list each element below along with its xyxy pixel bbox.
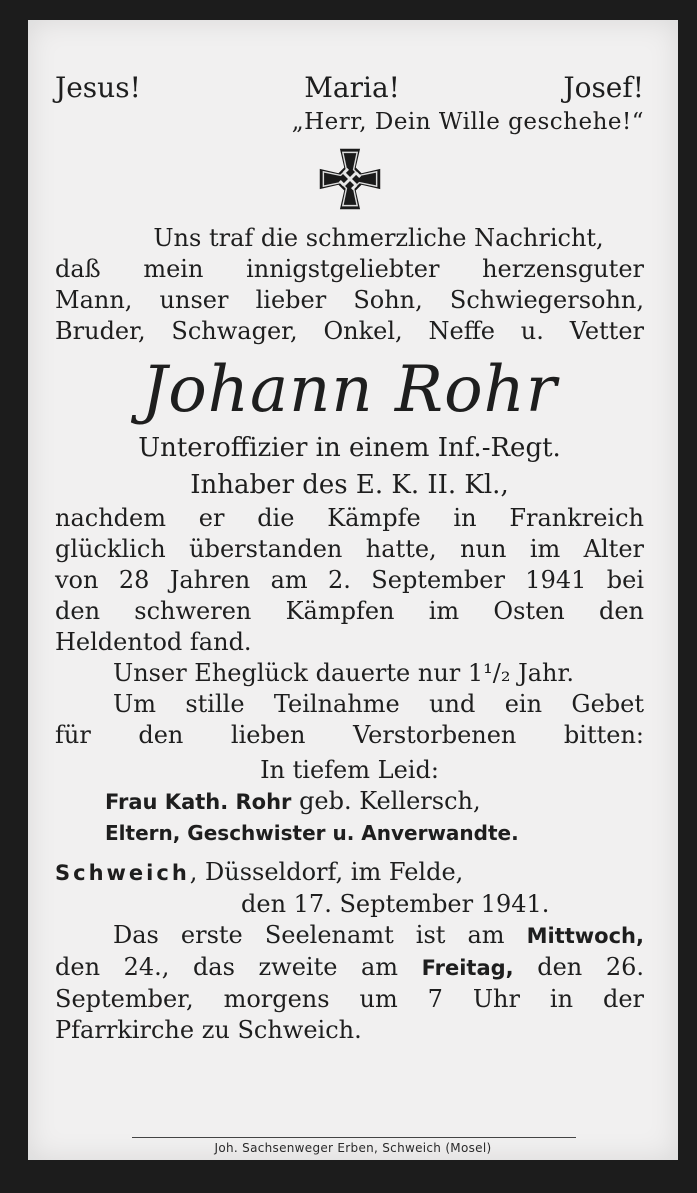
- death-notice: [55, 503, 644, 751]
- death-notice-line-4: den schweren Kämpfen im Osten den: [55, 597, 644, 625]
- announcement-line-1: Uns traf die schmerzliche Nachricht,: [153, 224, 604, 252]
- date-line: den 17. September 1941.: [241, 890, 550, 918]
- announcement-line-4: Bruder, Schwager, Onkel, Neffe u. Vetter: [55, 317, 644, 345]
- service-line-4: Pfarrkirche zu Schweich.: [55, 1016, 362, 1044]
- widow-birth-name: geb. Kellersch,: [299, 787, 481, 815]
- place-line: [55, 857, 644, 889]
- service-line-1: [55, 920, 644, 952]
- death-notice-line-1: nachdem er die Kämpfe in Frankreich: [55, 504, 644, 532]
- marriage-note: Unser Eheglück dauerte nur 1¹/₂ Jahr.: [113, 659, 574, 687]
- places-rest: , Düsseldorf, im Felde,: [189, 858, 464, 886]
- deceased-decoration: Inhaber des E. K. II. Kl.,: [190, 470, 509, 500]
- announcement-line-3: Mann, unser lieber Sohn, Schwiegersohn,: [55, 286, 644, 314]
- service-day-2: Freitag,: [421, 956, 514, 980]
- service-line-3: September, morgens um 7 Uhr in der: [55, 985, 644, 1013]
- announcement: [55, 223, 644, 347]
- death-notice-line-3: von 28 Jahren am 2. September 1941 bei: [55, 566, 644, 594]
- card-content: [55, 70, 644, 1046]
- mourners: [55, 755, 644, 849]
- death-notice-line-5: Heldentod fand.: [55, 628, 252, 656]
- town-name: Schweich: [55, 861, 190, 885]
- service-line-2: [55, 952, 644, 984]
- service-line-2-text-a: den 24., das zweite am: [55, 953, 399, 981]
- invocation-josef: Josef!: [563, 71, 644, 104]
- emblem: [55, 143, 644, 217]
- mourners-widow: [55, 786, 644, 818]
- announcement-line-2: daß mein innigstgeliebter herzensguter: [55, 255, 644, 283]
- service-line-2-text-b: den 26.: [537, 953, 644, 981]
- request-line-1: Um stille Teilnahme und ein Gebet: [113, 690, 644, 718]
- widow-name: Frau Kath. Rohr: [105, 790, 292, 814]
- service-info: [55, 920, 644, 1046]
- service-line-1-text: Das erste Seelenamt ist am: [113, 921, 505, 949]
- death-notice-line-2: glücklich überstanden hatte, nun im Alter: [55, 535, 644, 563]
- deceased-name: Johann Rohr: [141, 353, 558, 427]
- invocation-maria: Maria!: [304, 71, 400, 104]
- memorial-card: [28, 20, 678, 1160]
- motto: „Herr, Dein Wille geschehe!“: [291, 109, 644, 135]
- invocation-jesus: Jesus!: [55, 71, 141, 104]
- invocation-line: [55, 70, 644, 106]
- mourners-intro: In tiefem Leid:: [260, 756, 439, 784]
- service-day-1: Mittwoch,: [526, 924, 644, 948]
- printer-imprint: Joh. Sachsenweger Erben, Schweich (Mosel): [214, 1141, 492, 1155]
- deceased-rank: Unteroffizier in einem Inf.-Regt.: [138, 433, 561, 463]
- request-line-2: für den lieben Verstorbenen bitten:: [55, 721, 644, 749]
- place-date: [55, 857, 644, 920]
- iron-cross-icon: [314, 143, 386, 215]
- mourners-family: Eltern, Geschwister u. Anverwandte.: [105, 821, 519, 845]
- printer-rule: [132, 1137, 576, 1138]
